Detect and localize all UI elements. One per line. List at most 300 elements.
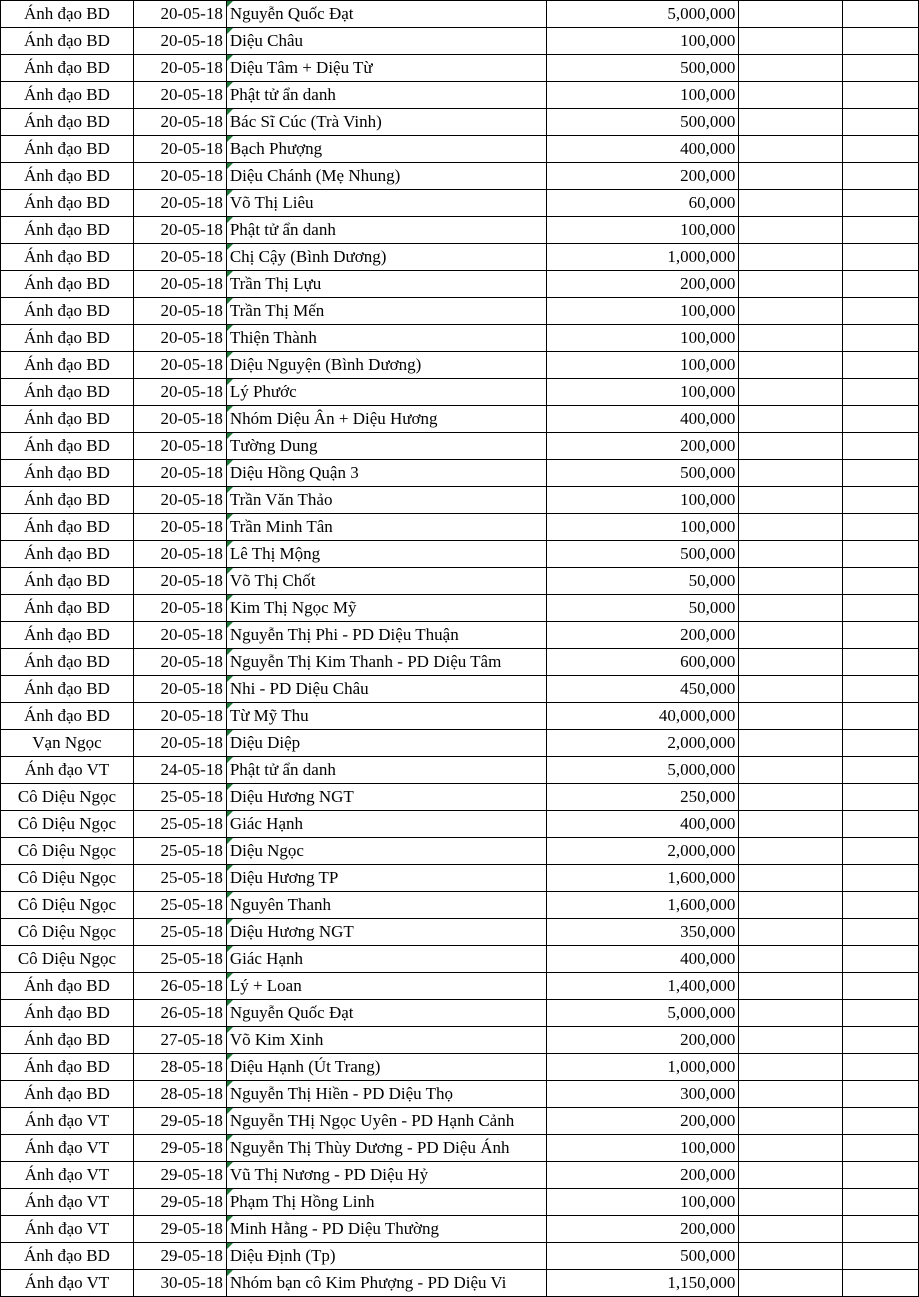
empty-cell[interactable] — [739, 325, 843, 352]
date-cell[interactable]: 20-05-18 — [133, 703, 226, 730]
source-cell[interactable]: Ánh đạo BD — [1, 28, 134, 55]
empty-cell[interactable] — [843, 298, 919, 325]
date-cell[interactable]: 25-05-18 — [133, 946, 226, 973]
amount-cell[interactable]: 100,000 — [546, 298, 739, 325]
source-cell[interactable]: Ánh đạo VT — [1, 757, 134, 784]
empty-cell[interactable] — [843, 217, 919, 244]
empty-cell[interactable] — [739, 487, 843, 514]
amount-cell[interactable]: 400,000 — [546, 946, 739, 973]
date-cell[interactable]: 25-05-18 — [133, 838, 226, 865]
date-cell[interactable]: 30-05-18 — [133, 1270, 226, 1297]
amount-cell[interactable]: 400,000 — [546, 406, 739, 433]
sheet-body — [1, 1, 919, 1297]
source-cell[interactable]: Cô Diệu Ngọc — [1, 811, 134, 838]
date-cell[interactable]: 20-05-18 — [133, 55, 226, 82]
empty-cell[interactable] — [843, 1027, 919, 1054]
empty-cell[interactable] — [739, 892, 843, 919]
date-cell[interactable]: 20-05-18 — [133, 730, 226, 757]
amount-cell[interactable]: 1,600,000 — [546, 865, 739, 892]
source-cell[interactable]: Ánh đạo BD — [1, 649, 134, 676]
source-cell[interactable]: Cô Diệu Ngọc — [1, 892, 134, 919]
amount-cell[interactable]: 1,000,000 — [546, 1054, 739, 1081]
source-cell[interactable]: Ánh đạo BD — [1, 82, 134, 109]
donor-name-cell[interactable]: Trần Thị Lựu — [226, 271, 546, 298]
date-cell[interactable]: 29-05-18 — [133, 1162, 226, 1189]
date-cell[interactable]: 20-05-18 — [133, 28, 226, 55]
empty-cell[interactable] — [843, 919, 919, 946]
donor-name-cell[interactable]: Diệu Hương NGT — [226, 784, 546, 811]
empty-cell[interactable] — [739, 1270, 843, 1297]
amount-cell[interactable]: 100,000 — [546, 82, 739, 109]
empty-cell[interactable] — [843, 163, 919, 190]
amount-cell[interactable]: 2,000,000 — [546, 730, 739, 757]
donor-name-cell[interactable]: Diệu Định (Tp) — [226, 1243, 546, 1270]
empty-cell[interactable] — [739, 271, 843, 298]
amount-cell[interactable]: 450,000 — [546, 676, 739, 703]
empty-cell[interactable] — [739, 1, 843, 28]
empty-cell[interactable] — [739, 433, 843, 460]
source-cell[interactable]: Ánh đạo BD — [1, 676, 134, 703]
source-cell[interactable]: Ánh đạo VT — [1, 1135, 134, 1162]
source-cell[interactable]: Ánh đạo BD — [1, 460, 134, 487]
source-cell[interactable]: Vạn Ngọc — [1, 730, 134, 757]
donor-name-cell[interactable]: Nhóm Diệu Ân + Diệu Hương — [226, 406, 546, 433]
source-cell[interactable]: Ánh đạo BD — [1, 1081, 134, 1108]
donor-name-cell[interactable]: Diệu Nguyện (Bình Dương) — [226, 352, 546, 379]
amount-cell[interactable]: 5,000,000 — [546, 1000, 739, 1027]
source-cell[interactable]: Cô Diệu Ngọc — [1, 919, 134, 946]
date-cell[interactable]: 20-05-18 — [133, 136, 226, 163]
empty-cell[interactable] — [843, 28, 919, 55]
amount-cell[interactable]: 1,000,000 — [546, 244, 739, 271]
donor-name-cell[interactable]: Vũ Thị Nương - PD Diệu Hỷ — [226, 1162, 546, 1189]
empty-cell[interactable] — [739, 919, 843, 946]
date-cell[interactable]: 20-05-18 — [133, 109, 226, 136]
source-cell[interactable]: Ánh đạo BD — [1, 352, 134, 379]
empty-cell[interactable] — [739, 1243, 843, 1270]
amount-cell[interactable]: 100,000 — [546, 514, 739, 541]
empty-cell[interactable] — [843, 946, 919, 973]
empty-cell[interactable] — [843, 433, 919, 460]
table-row — [1, 1108, 919, 1135]
source-cell[interactable]: Ánh đạo BD — [1, 973, 134, 1000]
empty-cell[interactable] — [843, 865, 919, 892]
source-cell[interactable]: Ánh đạo BD — [1, 271, 134, 298]
empty-cell[interactable] — [739, 1081, 843, 1108]
amount-cell[interactable]: 100,000 — [546, 325, 739, 352]
empty-cell[interactable] — [739, 865, 843, 892]
source-cell[interactable]: Ánh đạo BD — [1, 622, 134, 649]
amount-cell[interactable]: 500,000 — [546, 109, 739, 136]
date-cell[interactable]: 29-05-18 — [133, 1108, 226, 1135]
source-cell[interactable]: Ánh đạo BD — [1, 406, 134, 433]
donor-name-cell[interactable]: Nguyễn Thị Phi - PD Diệu Thuận — [226, 622, 546, 649]
empty-cell[interactable] — [739, 190, 843, 217]
empty-cell[interactable] — [843, 973, 919, 1000]
source-cell[interactable]: Ánh đạo BD — [1, 325, 134, 352]
empty-cell[interactable] — [843, 109, 919, 136]
amount-cell[interactable]: 350,000 — [546, 919, 739, 946]
source-cell[interactable]: Cô Diệu Ngọc — [1, 784, 134, 811]
date-cell[interactable]: 20-05-18 — [133, 487, 226, 514]
source-cell[interactable]: Ánh đạo BD — [1, 541, 134, 568]
date-cell[interactable]: 28-05-18 — [133, 1081, 226, 1108]
source-cell[interactable]: Ánh đạo BD — [1, 109, 134, 136]
amount-cell[interactable]: 100,000 — [546, 379, 739, 406]
amount-cell[interactable]: 200,000 — [546, 1027, 739, 1054]
empty-cell[interactable] — [739, 28, 843, 55]
date-cell[interactable]: 29-05-18 — [133, 1216, 226, 1243]
empty-cell[interactable] — [739, 217, 843, 244]
source-cell[interactable]: Ánh đạo BD — [1, 487, 134, 514]
amount-cell[interactable]: 100,000 — [546, 217, 739, 244]
empty-cell[interactable] — [843, 244, 919, 271]
amount-cell[interactable]: 5,000,000 — [546, 757, 739, 784]
empty-cell[interactable] — [739, 1108, 843, 1135]
donor-name-cell[interactable]: Diệu Diệp — [226, 730, 546, 757]
empty-cell[interactable] — [739, 730, 843, 757]
amount-cell[interactable]: 200,000 — [546, 163, 739, 190]
amount-cell[interactable]: 100,000 — [546, 28, 739, 55]
empty-cell[interactable] — [739, 622, 843, 649]
date-cell[interactable]: 20-05-18 — [133, 676, 226, 703]
date-cell[interactable]: 20-05-18 — [133, 514, 226, 541]
empty-cell[interactable] — [739, 811, 843, 838]
empty-cell[interactable] — [843, 595, 919, 622]
table-row — [1, 487, 919, 514]
date-cell[interactable]: 25-05-18 — [133, 811, 226, 838]
date-cell[interactable]: 25-05-18 — [133, 865, 226, 892]
empty-cell[interactable] — [739, 1054, 843, 1081]
empty-cell[interactable] — [843, 1270, 919, 1297]
amount-cell[interactable]: 40,000,000 — [546, 703, 739, 730]
empty-cell[interactable] — [739, 163, 843, 190]
donor-name-cell[interactable]: Kim Thị Ngọc Mỹ — [226, 595, 546, 622]
donor-name-cell[interactable]: Trần Văn Thảo — [226, 487, 546, 514]
empty-cell[interactable] — [843, 379, 919, 406]
amount-cell[interactable]: 100,000 — [546, 1189, 739, 1216]
table-row — [1, 595, 919, 622]
amount-cell[interactable]: 200,000 — [546, 1216, 739, 1243]
amount-cell[interactable]: 600,000 — [546, 649, 739, 676]
amount-cell[interactable]: 60,000 — [546, 190, 739, 217]
amount-cell[interactable]: 500,000 — [546, 460, 739, 487]
empty-cell[interactable] — [843, 730, 919, 757]
donor-name-cell[interactable]: Nguyễn Thị Thùy Dương - PD Diệu Ánh — [226, 1135, 546, 1162]
amount-cell[interactable]: 5,000,000 — [546, 1, 739, 28]
empty-cell[interactable] — [739, 649, 843, 676]
amount-cell[interactable]: 200,000 — [546, 1108, 739, 1135]
empty-cell[interactable] — [843, 55, 919, 82]
empty-cell[interactable] — [843, 1, 919, 28]
donor-name-cell[interactable]: Nguyễn THị Ngọc Uyên - PD Hạnh Cảnh — [226, 1108, 546, 1135]
donor-name-cell[interactable]: Nguyễn Quốc Đạt — [226, 1, 546, 28]
empty-cell[interactable] — [843, 676, 919, 703]
donor-name-cell[interactable]: Bác Sĩ Cúc (Trà Vinh) — [226, 109, 546, 136]
source-cell[interactable]: Ánh đạo BD — [1, 1, 134, 28]
date-cell[interactable]: 28-05-18 — [133, 1054, 226, 1081]
empty-cell[interactable] — [739, 352, 843, 379]
empty-cell[interactable] — [843, 1000, 919, 1027]
empty-cell[interactable] — [739, 541, 843, 568]
empty-cell[interactable] — [843, 1243, 919, 1270]
empty-cell[interactable] — [843, 784, 919, 811]
amount-cell[interactable]: 100,000 — [546, 487, 739, 514]
empty-cell[interactable] — [843, 649, 919, 676]
date-cell[interactable]: 20-05-18 — [133, 541, 226, 568]
source-cell[interactable]: Ánh đạo BD — [1, 514, 134, 541]
source-cell[interactable]: Ánh đạo VT — [1, 1189, 134, 1216]
donor-name-cell[interactable]: Phật tử ẩn danh — [226, 757, 546, 784]
date-cell[interactable]: 25-05-18 — [133, 892, 226, 919]
amount-cell[interactable]: 2,000,000 — [546, 838, 739, 865]
source-cell[interactable]: Ánh đạo VT — [1, 1162, 134, 1189]
table-row — [1, 163, 919, 190]
source-cell[interactable]: Ánh đạo BD — [1, 217, 134, 244]
donor-name-cell[interactable]: Diệu Hương NGT — [226, 919, 546, 946]
date-cell[interactable]: 24-05-18 — [133, 757, 226, 784]
amount-cell[interactable]: 300,000 — [546, 1081, 739, 1108]
date-cell[interactable]: 20-05-18 — [133, 190, 226, 217]
donor-name-cell[interactable]: Diệu Châu — [226, 28, 546, 55]
empty-cell[interactable] — [739, 514, 843, 541]
source-cell[interactable]: Ánh đạo BD — [1, 379, 134, 406]
amount-cell[interactable]: 200,000 — [546, 1162, 739, 1189]
empty-cell[interactable] — [739, 1135, 843, 1162]
empty-cell[interactable] — [739, 460, 843, 487]
date-cell[interactable]: 26-05-18 — [133, 973, 226, 1000]
empty-cell[interactable] — [843, 541, 919, 568]
table-row — [1, 892, 919, 919]
empty-cell[interactable] — [843, 460, 919, 487]
source-cell[interactable]: Ánh đạo BD — [1, 298, 134, 325]
date-cell[interactable]: 25-05-18 — [133, 919, 226, 946]
empty-cell[interactable] — [843, 514, 919, 541]
table-row — [1, 1000, 919, 1027]
source-cell[interactable]: Ánh đạo BD — [1, 190, 134, 217]
date-cell[interactable]: 25-05-18 — [133, 784, 226, 811]
amount-cell[interactable]: 50,000 — [546, 568, 739, 595]
source-cell[interactable]: Ánh đạo VT — [1, 1108, 134, 1135]
source-cell[interactable]: Ánh đạo BD — [1, 55, 134, 82]
empty-cell[interactable] — [843, 352, 919, 379]
empty-cell[interactable] — [843, 622, 919, 649]
source-cell[interactable]: Ánh đạo BD — [1, 244, 134, 271]
date-cell[interactable]: 20-05-18 — [133, 244, 226, 271]
donor-name-cell[interactable]: Võ Thị Chốt — [226, 568, 546, 595]
source-cell[interactable]: Ánh đạo BD — [1, 1027, 134, 1054]
empty-cell[interactable] — [843, 838, 919, 865]
empty-cell[interactable] — [739, 244, 843, 271]
empty-cell[interactable] — [843, 1108, 919, 1135]
date-cell[interactable]: 26-05-18 — [133, 1000, 226, 1027]
date-cell[interactable]: 20-05-18 — [133, 622, 226, 649]
empty-cell[interactable] — [739, 298, 843, 325]
donor-name-cell[interactable]: Phạm Thị Hồng Linh — [226, 1189, 546, 1216]
empty-cell[interactable] — [739, 136, 843, 163]
date-cell[interactable]: 29-05-18 — [133, 1243, 226, 1270]
empty-cell[interactable] — [843, 757, 919, 784]
amount-cell[interactable]: 500,000 — [546, 541, 739, 568]
amount-cell[interactable]: 1,150,000 — [546, 1270, 739, 1297]
empty-cell[interactable] — [843, 1189, 919, 1216]
donor-name-cell[interactable]: Diệu Chánh (Mẹ Nhung) — [226, 163, 546, 190]
table-row — [1, 1, 919, 28]
empty-cell[interactable] — [739, 1216, 843, 1243]
empty-cell[interactable] — [843, 1054, 919, 1081]
source-cell[interactable]: Ánh đạo BD — [1, 703, 134, 730]
empty-cell[interactable] — [739, 379, 843, 406]
date-cell[interactable]: 20-05-18 — [133, 325, 226, 352]
amount-cell[interactable]: 400,000 — [546, 811, 739, 838]
table-row — [1, 730, 919, 757]
date-cell[interactable]: 20-05-18 — [133, 649, 226, 676]
empty-cell[interactable] — [739, 784, 843, 811]
amount-cell[interactable]: 200,000 — [546, 433, 739, 460]
source-cell[interactable]: Ánh đạo VT — [1, 1270, 134, 1297]
empty-cell[interactable] — [739, 1027, 843, 1054]
date-cell[interactable]: 20-05-18 — [133, 271, 226, 298]
source-cell[interactable]: Ánh đạo VT — [1, 1216, 134, 1243]
empty-cell[interactable] — [739, 946, 843, 973]
date-cell[interactable]: 29-05-18 — [133, 1135, 226, 1162]
donor-name-cell[interactable]: Trần Thị Mến — [226, 298, 546, 325]
date-cell[interactable]: 20-05-18 — [133, 595, 226, 622]
donor-name-cell[interactable]: Nguyễn Quốc Đạt — [226, 1000, 546, 1027]
empty-cell[interactable] — [739, 109, 843, 136]
donor-name-cell[interactable]: Võ Thị Liêu — [226, 190, 546, 217]
amount-cell[interactable]: 200,000 — [546, 622, 739, 649]
donor-name-cell[interactable]: Diệu Ngọc — [226, 838, 546, 865]
donor-name-cell[interactable]: Diệu Hương TP — [226, 865, 546, 892]
source-cell[interactable]: Cô Diệu Ngọc — [1, 838, 134, 865]
empty-cell[interactable] — [843, 1135, 919, 1162]
amount-cell[interactable]: 200,000 — [546, 271, 739, 298]
source-cell[interactable]: Ánh đạo BD — [1, 568, 134, 595]
table-row — [1, 1135, 919, 1162]
empty-cell[interactable] — [843, 325, 919, 352]
amount-cell[interactable]: 1,400,000 — [546, 973, 739, 1000]
donor-name-cell[interactable]: Giác Hạnh — [226, 811, 546, 838]
table-row — [1, 784, 919, 811]
empty-cell[interactable] — [739, 1189, 843, 1216]
empty-cell[interactable] — [843, 568, 919, 595]
donor-name-cell[interactable]: Nguyễn Thị Hiền - PD Diệu Thọ — [226, 1081, 546, 1108]
source-cell[interactable]: Ánh đạo BD — [1, 433, 134, 460]
date-cell[interactable]: 20-05-18 — [133, 433, 226, 460]
empty-cell[interactable] — [843, 82, 919, 109]
empty-cell[interactable] — [739, 676, 843, 703]
amount-cell[interactable]: 100,000 — [546, 1135, 739, 1162]
donor-name-cell[interactable]: Phật tử ẩn danh — [226, 217, 546, 244]
empty-cell[interactable] — [843, 892, 919, 919]
date-cell[interactable]: 27-05-18 — [133, 1027, 226, 1054]
amount-cell[interactable]: 50,000 — [546, 595, 739, 622]
amount-cell[interactable]: 500,000 — [546, 1243, 739, 1270]
amount-cell[interactable]: 250,000 — [546, 784, 739, 811]
empty-cell[interactable] — [843, 136, 919, 163]
donor-name-cell[interactable]: Nhóm bạn cô Kim Phượng - PD Diệu Vi — [226, 1270, 546, 1297]
donor-name-cell[interactable]: Võ Kim Xinh — [226, 1027, 546, 1054]
empty-cell[interactable] — [739, 838, 843, 865]
amount-cell[interactable]: 1,600,000 — [546, 892, 739, 919]
date-cell[interactable]: 20-05-18 — [133, 568, 226, 595]
empty-cell[interactable] — [739, 568, 843, 595]
date-cell[interactable]: 20-05-18 — [133, 460, 226, 487]
source-cell[interactable]: Ánh đạo BD — [1, 163, 134, 190]
empty-cell[interactable] — [739, 973, 843, 1000]
donor-name-cell[interactable]: Thiện Thành — [226, 325, 546, 352]
donor-name-cell[interactable]: Tường Dung — [226, 433, 546, 460]
empty-cell[interactable] — [843, 487, 919, 514]
date-cell[interactable]: 20-05-18 — [133, 82, 226, 109]
empty-cell[interactable] — [739, 703, 843, 730]
source-cell[interactable]: Ánh đạo BD — [1, 136, 134, 163]
donor-name-cell[interactable]: Minh Hằng - PD Diệu Thường — [226, 1216, 546, 1243]
source-cell[interactable]: Cô Diệu Ngọc — [1, 865, 134, 892]
date-cell[interactable]: 20-05-18 — [133, 406, 226, 433]
empty-cell[interactable] — [739, 1162, 843, 1189]
donor-name-cell[interactable]: Diệu Hạnh (Út Trang) — [226, 1054, 546, 1081]
empty-cell[interactable] — [739, 1000, 843, 1027]
source-cell[interactable]: Ánh đạo BD — [1, 1000, 134, 1027]
date-cell[interactable]: 20-05-18 — [133, 352, 226, 379]
donor-name-cell[interactable]: Trần Minh Tân — [226, 514, 546, 541]
date-cell[interactable]: 20-05-18 — [133, 379, 226, 406]
empty-cell[interactable] — [843, 703, 919, 730]
amount-cell[interactable]: 400,000 — [546, 136, 739, 163]
donor-name-cell[interactable]: Bạch Phượng — [226, 136, 546, 163]
donor-name-cell[interactable]: Chị Cậy (Bình Dương) — [226, 244, 546, 271]
donor-name-cell[interactable]: Lý + Loan — [226, 973, 546, 1000]
date-cell[interactable]: 20-05-18 — [133, 163, 226, 190]
date-cell[interactable]: 20-05-18 — [133, 217, 226, 244]
donor-name-cell[interactable]: Diệu Hồng Quận 3 — [226, 460, 546, 487]
source-cell[interactable]: Ánh đạo BD — [1, 595, 134, 622]
donor-name-cell[interactable]: Nguyên Thanh — [226, 892, 546, 919]
empty-cell[interactable] — [739, 406, 843, 433]
donor-name-cell[interactable]: Giác Hạnh — [226, 946, 546, 973]
donor-name-cell[interactable]: Nhi - PD Diệu Châu — [226, 676, 546, 703]
donor-name-cell[interactable]: Lê Thị Mộng — [226, 541, 546, 568]
amount-cell[interactable]: 100,000 — [546, 352, 739, 379]
table-row — [1, 676, 919, 703]
date-cell[interactable]: 20-05-18 — [133, 298, 226, 325]
donor-name-cell[interactable]: Từ Mỹ Thu — [226, 703, 546, 730]
empty-cell[interactable] — [843, 1216, 919, 1243]
empty-cell[interactable] — [843, 271, 919, 298]
date-cell[interactable]: 29-05-18 — [133, 1189, 226, 1216]
empty-cell[interactable] — [843, 1081, 919, 1108]
empty-cell[interactable] — [843, 811, 919, 838]
source-cell[interactable]: Ánh đạo BD — [1, 1054, 134, 1081]
source-cell[interactable]: Cô Diệu Ngọc — [1, 946, 134, 973]
empty-cell[interactable] — [739, 55, 843, 82]
empty-cell[interactable] — [843, 1162, 919, 1189]
donor-name-cell[interactable]: Phật tử ẩn danh — [226, 82, 546, 109]
donor-name-cell[interactable]: Lý Phước — [226, 379, 546, 406]
empty-cell[interactable] — [843, 190, 919, 217]
empty-cell[interactable] — [739, 82, 843, 109]
source-cell[interactable]: Ánh đạo BD — [1, 1243, 134, 1270]
donor-name-cell[interactable]: Nguyễn Thị Kim Thanh - PD Diệu Tâm — [226, 649, 546, 676]
donor-name-cell[interactable]: Diệu Tâm + Diệu Từ — [226, 55, 546, 82]
empty-cell[interactable] — [739, 595, 843, 622]
amount-cell[interactable]: 500,000 — [546, 55, 739, 82]
empty-cell[interactable] — [843, 406, 919, 433]
empty-cell[interactable] — [739, 757, 843, 784]
date-cell[interactable]: 20-05-18 — [133, 1, 226, 28]
